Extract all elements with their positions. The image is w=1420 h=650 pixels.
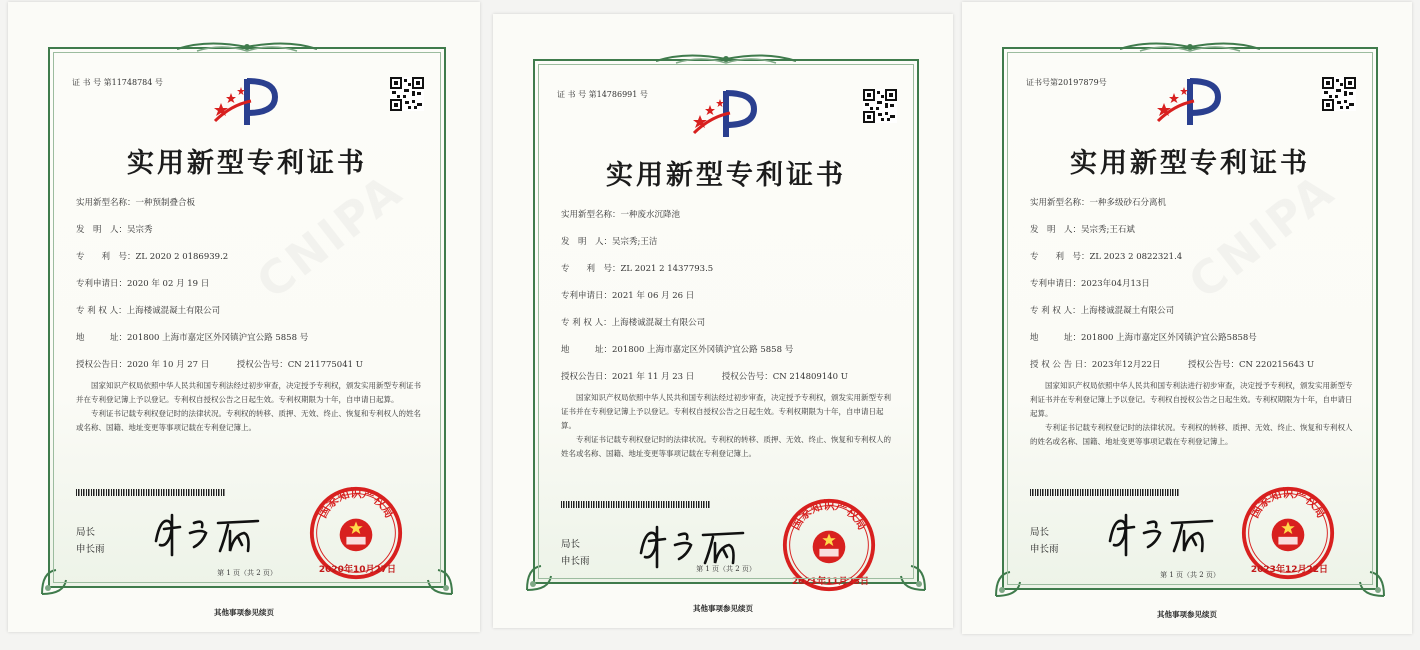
chief-name: 申长雨 [76, 544, 105, 555]
body-paragraph: 国家知识产权局依照中华人民共和国专利法进行初步审查，决定授予专利权，颁发实用新型专利证书并在专利登记簿上予以登记。专利权自授权公告之日起生效。专利权期限为十年，自申请日起算。 [1030, 381, 1353, 418]
svg-text:国家知识产权局 [788, 498, 870, 533]
chief-block [76, 524, 105, 558]
field-label: 专 利 权 人： [1030, 306, 1081, 316]
field-value: 上海楼诚混凝土有限公司 [611, 318, 706, 328]
field-label: 专 利 号： [561, 264, 621, 274]
field-row [1030, 304, 1358, 331]
field-label: 地 址： [561, 345, 613, 355]
field-label: 专 利 号： [1030, 252, 1090, 262]
corner-ornament-icon [992, 564, 1028, 600]
watermark [246, 163, 413, 310]
grant-number-label: 授权公告号： [236, 360, 288, 370]
grant-date-value: 2021 年 11 月 23 日 [612, 372, 695, 382]
field-value: 201800 上海市嘉定区外冈镇沪宜公路5858号 [1081, 333, 1257, 343]
certificate-fields [76, 196, 426, 385]
field-value: ZL 2023 2 0822321.4 [1089, 252, 1183, 262]
official-seal [1240, 485, 1336, 581]
corner-ornament-icon [893, 558, 929, 594]
frame-ornament-icon [646, 51, 806, 67]
qr-code-icon [863, 89, 897, 123]
corner-ornament-icon [420, 562, 456, 598]
seal-date: 2023年12月22日 [1250, 565, 1328, 575]
field-row [76, 196, 426, 223]
chief-title: 局长 [76, 527, 96, 538]
seal-text: 国家知识产权局 [1247, 486, 1329, 521]
barcode [76, 489, 226, 496]
body-paragraph: 专利证书记载专利权登记时的法律状况。专利权的转移、质押、无效、终止、恢复和专利权人的姓名或名称、国籍、地址变更等事项记载在专利登记簿上。 [76, 409, 421, 432]
field-row [561, 235, 899, 262]
field-row [1030, 277, 1358, 304]
field-value: 201800 上海市嘉定区外冈镇沪宜公路 5858 号 [127, 333, 309, 343]
official-seal [781, 497, 877, 593]
chief-title: 局长 [561, 539, 581, 550]
field-value: 2023年04月13日 [1081, 279, 1150, 289]
field-row [561, 262, 899, 289]
certificate-body-text [76, 379, 422, 435]
field-label: 专 利 权 人： [76, 306, 127, 316]
field-label: 发 明 人： [1030, 225, 1082, 235]
grant-number-value: CN 220215643 U [1239, 360, 1315, 370]
svg-text:国家知识产权局 [1247, 486, 1329, 521]
field-value: 上海楼诚混凝土有限公司 [126, 306, 221, 316]
certificate-number: 证 书 号 第14786991 号 [557, 90, 648, 99]
grant-date-value: 2023年12月22日 [1091, 360, 1161, 370]
field-label: 地 址： [76, 333, 128, 343]
field-row [561, 316, 899, 343]
page-number: 第 1 页（共 2 页） [217, 569, 277, 577]
frame-ornament-icon [167, 39, 327, 55]
certificate-frame [1002, 47, 1378, 590]
field-label: 专利申请日： [1030, 279, 1082, 289]
chief-name: 申长雨 [1030, 544, 1059, 555]
grant-number-value: CN 211775041 U [287, 360, 363, 370]
page-number: 第 1 页（共 2 页） [696, 565, 756, 573]
signature [150, 511, 270, 559]
qr-code-icon [390, 77, 424, 111]
grant-row [76, 358, 426, 385]
chief-block [561, 536, 590, 570]
field-value: 吴宗秀;王石斌 [1081, 225, 1135, 235]
field-label: 专利申请日： [561, 291, 613, 301]
field-value: 上海楼诚混凝土有限公司 [1080, 306, 1175, 316]
certificate-body-text [561, 391, 895, 461]
grant-date-label: 授 权 公 告 日： [1030, 360, 1092, 370]
certificate-body-text [1030, 379, 1354, 449]
certificate-title: 实用新型专利证书 [127, 148, 367, 179]
svg-text:国家知识产权局 [315, 486, 397, 521]
field-value: ZL 2021 2 1437793.5 [620, 264, 714, 274]
certificate-number: 证书号第20197879号 [1026, 78, 1107, 87]
chief-title: 局长 [1030, 527, 1050, 538]
field-row [561, 208, 899, 235]
field-label: 实用新型名称： [561, 210, 621, 220]
field-value: 一种多级砂石分离机 [1089, 198, 1167, 208]
field-value: 吴宗秀 [127, 225, 153, 235]
field-value: 一种废水沉降池 [620, 210, 681, 220]
grant-date-label: 授权公告日： [561, 372, 613, 382]
seal-text: 国家知识产权局 [315, 486, 397, 521]
cnipa-logo-icon [211, 75, 283, 131]
field-label: 发 明 人： [76, 225, 128, 235]
page-number: 第 1 页（共 2 页） [1160, 571, 1220, 579]
certificate-1 [8, 2, 480, 632]
certificate-fields [1030, 196, 1358, 385]
certificate-frame [48, 47, 446, 588]
field-row [1030, 223, 1358, 250]
qr-code-icon [1322, 77, 1356, 111]
field-label: 专 利 号： [76, 252, 136, 262]
certificate-frame [533, 59, 919, 587]
field-label: 地 址： [1030, 333, 1082, 343]
body-paragraph: 国家知识产权局依照中华人民共和国专利法经过初步审查，决定授予专利权，颁发实用新型专利证书并在专利登记簿上予以登记。专利权自授权公告之日起生效。专利权期限为十年，自申请日起算。 [76, 381, 421, 404]
official-seal [308, 485, 404, 581]
seal-date: 2020年10月27日 [318, 565, 396, 575]
field-row [76, 250, 426, 277]
body-paragraph: 专利证书记载专利权登记时的法律状况。专利权的转移、质押、无效、终止、恢复和专利权人的姓名或名称、国籍、地址变更等事项记载在专利登记簿上。 [1030, 423, 1353, 446]
grant-date-label: 授权公告日： [76, 360, 128, 370]
field-value: ZL 2020 2 0186939.2 [135, 252, 229, 262]
field-row [76, 331, 426, 358]
field-value: 一种预制叠合板 [135, 198, 196, 208]
body-paragraph: 专利证书记载专利权登记时的法律状况。专利权的转移、质押、无效、终止、恢复和专利权人的姓名或名称、国籍、地址变更等事项记载在专利登记簿上。 [561, 435, 891, 458]
field-row [1030, 196, 1358, 223]
cnipa-logo-icon [690, 87, 762, 143]
field-row [1030, 331, 1358, 358]
field-value: 吴宗秀;王洁 [612, 237, 658, 247]
field-row [76, 277, 426, 304]
certificate-2 [493, 14, 953, 628]
certificate-title: 实用新型专利证书 [1070, 148, 1310, 179]
certificate-fields [561, 208, 899, 397]
field-row [76, 304, 426, 331]
field-label: 发 明 人： [561, 237, 613, 247]
footer-note: 其他事项参见续页 [1157, 610, 1217, 619]
corner-ornament-icon [38, 562, 74, 598]
field-label: 实用新型名称： [1030, 198, 1090, 208]
field-value: 201800 上海市嘉定区外冈镇沪宜公路 5858 号 [612, 345, 794, 355]
field-label: 专 利 权 人： [561, 318, 612, 328]
field-value: 2020 年 02 月 19 日 [127, 279, 210, 289]
barcode [1030, 489, 1180, 496]
field-label: 专利申请日： [76, 279, 128, 289]
chief-block [1030, 524, 1059, 558]
field-row [561, 289, 899, 316]
body-paragraph: 国家知识产权局依照中华人民共和国专利法经过初步审查，决定授予专利权，颁发实用新型专利证书并在专利登记簿上予以登记。专利权自授权公告之日起生效。专利权期限为十年，自申请日起算。 [561, 393, 891, 430]
seal-text: 国家知识产权局 [788, 498, 870, 533]
signature [1104, 511, 1224, 559]
grant-number-value: CN 214809140 U [772, 372, 848, 382]
certificate-3 [962, 2, 1412, 634]
grant-date-value: 2020 年 10 月 27 日 [127, 360, 210, 370]
certificate-title: 实用新型专利证书 [606, 160, 846, 191]
corner-ornament-icon [1352, 564, 1388, 600]
barcode [561, 501, 711, 508]
footer-note: 其他事项参见续页 [693, 604, 753, 613]
certificate-number: 证 书 号 第11748784 号 [72, 78, 163, 87]
corner-ornament-icon [523, 558, 559, 594]
field-value: 2021 年 06 月 26 日 [612, 291, 695, 301]
footer-note: 其他事项参见续页 [214, 608, 274, 617]
cnipa-logo-icon [1154, 75, 1226, 131]
grant-row [1030, 358, 1358, 385]
field-row [76, 223, 426, 250]
field-row [561, 343, 899, 370]
watermark [1178, 163, 1345, 310]
grant-number-label: 授权公告号： [1187, 360, 1239, 370]
field-row [1030, 250, 1358, 277]
field-label: 实用新型名称： [76, 198, 136, 208]
frame-ornament-icon [1110, 39, 1270, 55]
grant-row [561, 370, 899, 397]
grant-number-label: 授权公告号： [721, 372, 773, 382]
signature [635, 523, 755, 571]
seal-date: 2021年11月23日 [791, 577, 869, 587]
chief-name: 申长雨 [561, 556, 590, 567]
